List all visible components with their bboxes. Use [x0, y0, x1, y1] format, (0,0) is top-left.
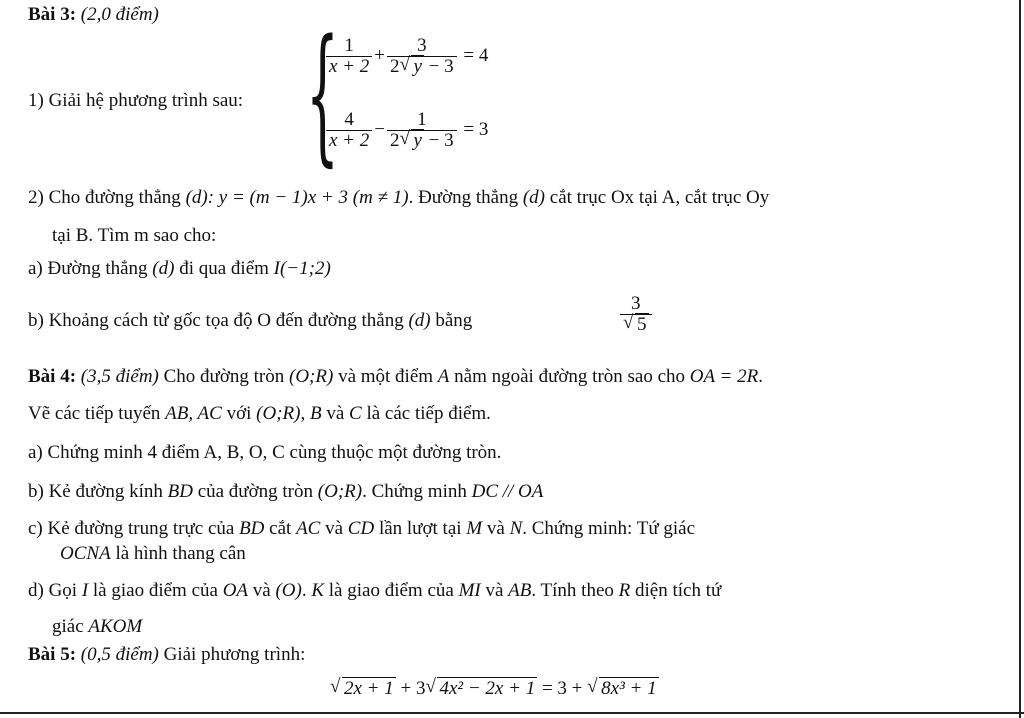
- bai4-a: a) Chứng minh 4 điểm A, B, O, C cùng thuộc một đường tròn.: [28, 442, 502, 463]
- bai5-line1: Bài 5: (0,5 điểm) Giải phương trình:: [28, 644, 306, 665]
- eq2-frac2: $\frac{1}{2√ y - 3}$: [387, 110, 457, 151]
- bai4-c: c) Kẻ đường trung trực của BD cắt AC và CD lần lượt tại M và N. Chứng minh: Tứ giác: [28, 518, 696, 539]
- bai3-b: b) Khoảng cách từ gốc tọa độ O đến đường thẳng (d) bằng: [28, 310, 473, 331]
- bai4-c-line2: OCNA là hình thang cân: [60, 543, 246, 564]
- sqrt-3: √ 8x³ + 1: [587, 678, 658, 700]
- bai3-label: Bài 3:: [28, 4, 77, 25]
- bai5-points: (0,5 điểm): [80, 644, 159, 665]
- eq2-frac1: $\frac{4}{x + 2}$: [326, 110, 372, 151]
- bai4-line2: Vẽ các tiếp tuyến AB, AC với (O;R), B và C là các tiếp điểm.: [28, 403, 491, 424]
- bai4-d: d) Gọi I là giao điểm của OA và (O). K là giao điểm của MI và AB. Tính theo R diện tích tứ: [28, 580, 722, 601]
- bai4-label: Bài 4:: [28, 366, 77, 387]
- bai4-d-line2: giác AKOM: [52, 616, 143, 637]
- eq1-frac2: $\frac{3}{2√ y - 3}$: [387, 36, 457, 77]
- bai4-line1: Bài 4: (3,5 điểm) Cho đường tròn (O;R) và một điểm A nằm ngoài đường tròn sao cho OA = 2R.: [28, 366, 763, 387]
- system-eq2: $\frac{4}{x + 2}$ − $\frac{1}{2√ y - 3}$ = 3: [324, 110, 488, 151]
- bai3-q2: 2) Cho đường thẳng (d): y = (m − 1)x + 3 (m ≠ 1). Đường thẳng (d) cắt trục Ox tại A, cắt trục Oy: [28, 187, 770, 208]
- distance-fraction: 3 √ 5: [618, 294, 654, 335]
- bai5-label: Bài 5:: [28, 644, 77, 665]
- bai3-a: a) Đường thẳng (d) đi qua điểm I(−1;2): [28, 258, 331, 279]
- bai4-b: b) Kẻ đường kính BD của đường tròn (O;R). Chứng minh DC // OA: [28, 481, 544, 502]
- sqrt-2: √ 4x² − 2x + 1: [425, 678, 537, 700]
- sqrt-1: √ 2x + 1: [330, 678, 396, 700]
- bai3-header: [28, 4, 159, 26]
- frame-right-border: [1019, 0, 1021, 718]
- bai3-q1-text: 1) Giải hệ phương trình sau:: [28, 90, 244, 111]
- bai3-q2-line2: tại B. Tìm m sao cho:: [52, 225, 217, 246]
- bai5-equation: √ 2x + 1 + 3√ 4x² − 2x + 1 = 3 + √ 8x³ + 1: [330, 678, 659, 700]
- bai3-points: (2,0 điểm): [80, 4, 159, 25]
- frame-bottom-border: [0, 712, 1024, 714]
- eq1-frac1: $\frac{1}{x + 2}$: [326, 36, 372, 77]
- bai4-points: (3,5 điểm): [80, 366, 159, 387]
- system-eq1: $\frac{1}{x + 2}$ + $\frac{3}{2√ y - 3}$ = 4: [324, 36, 488, 77]
- system-brace: {: [306, 8, 339, 180]
